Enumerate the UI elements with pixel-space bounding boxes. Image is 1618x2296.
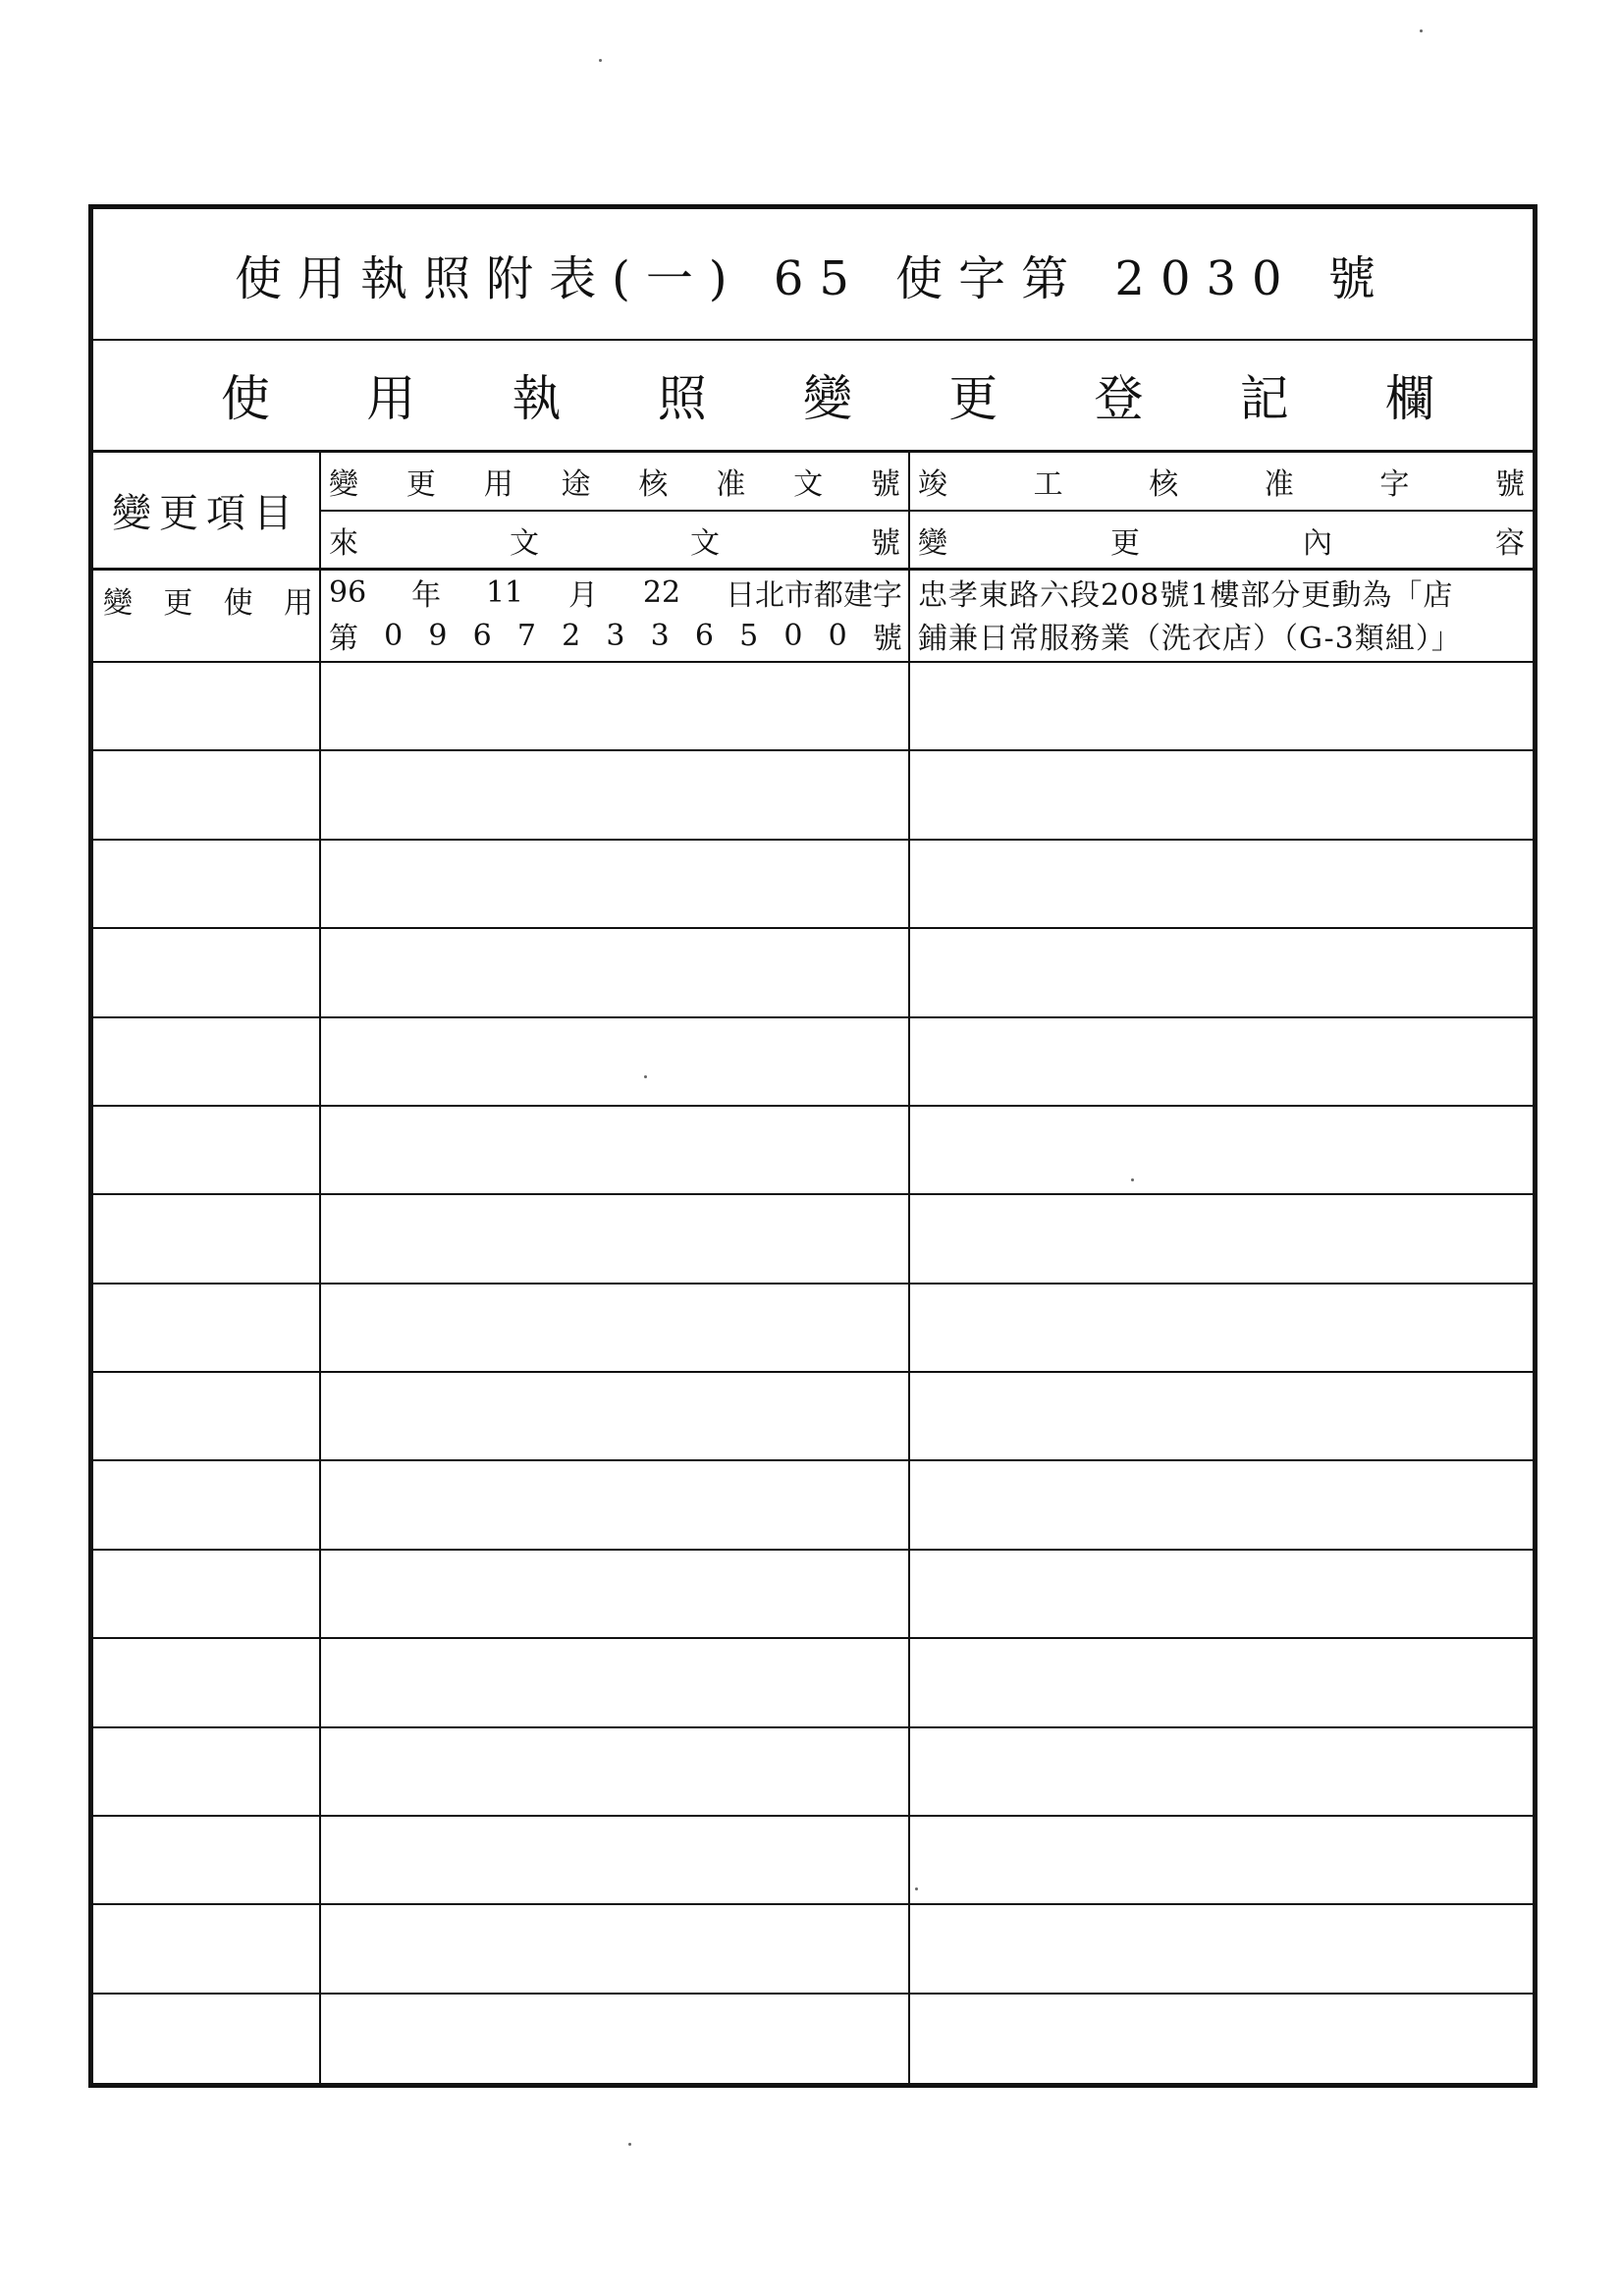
table-row <box>93 663 1533 751</box>
header-char: 工 <box>1033 467 1063 502</box>
empty-cell <box>321 1639 910 1725</box>
cell-text: 0 <box>828 618 847 653</box>
empty-cell <box>910 663 1533 749</box>
empty-cell <box>910 841 1533 927</box>
empty-cell <box>321 1995 910 2083</box>
empty-cell <box>321 751 910 838</box>
empty-cell <box>321 1905 910 1992</box>
table-row <box>93 1728 1533 1817</box>
cell-text: 11 <box>485 574 524 610</box>
cell-text: 22 <box>642 574 681 610</box>
empty-cell <box>910 1461 1533 1548</box>
empty-cell <box>93 751 321 838</box>
table-row <box>93 1285 1533 1373</box>
empty-cell <box>910 1018 1533 1105</box>
empty-cell <box>910 1107 1533 1193</box>
empty-cell <box>321 929 910 1015</box>
empty-cell <box>93 1195 321 1282</box>
cell-text: 0 <box>384 618 404 653</box>
empty-cell <box>93 841 321 927</box>
table-row <box>93 1995 1533 2083</box>
empty-cell <box>321 1285 910 1371</box>
header-char: 竣 <box>918 467 947 502</box>
cell-char: 變 <box>103 586 133 621</box>
empty-cell <box>321 1018 910 1105</box>
empty-cell <box>910 1905 1533 1992</box>
doc-number-cell <box>321 571 910 661</box>
empty-cell <box>321 663 910 749</box>
doc-number-line-2 <box>321 614 908 657</box>
cell-char: 更 <box>163 586 193 621</box>
header-char: 變 <box>918 525 947 561</box>
doc-number-line-1 <box>321 571 908 614</box>
table-row <box>93 1817 1533 1905</box>
header-char: 用 <box>483 467 513 502</box>
scan-speck <box>628 2143 631 2146</box>
empty-cell <box>93 1373 321 1459</box>
empty-cell <box>910 1995 1533 2083</box>
subtitle-char: 欄 <box>1385 369 1434 427</box>
table-row <box>93 571 1533 663</box>
header-char: 來 <box>329 525 358 561</box>
section-title <box>93 339 1533 453</box>
empty-cell <box>93 1285 321 1371</box>
table-row <box>93 1551 1533 1639</box>
table-row <box>93 841 1533 929</box>
cell-text: 3 <box>650 618 670 653</box>
scan-speck <box>599 59 602 62</box>
empty-cell <box>93 1551 321 1637</box>
cell-char: 使 <box>223 586 253 621</box>
cell-text: 7 <box>516 618 536 653</box>
empty-cell <box>910 929 1533 1015</box>
table-row <box>93 1639 1533 1727</box>
header-char: 容 <box>1495 525 1525 561</box>
header-char: 號 <box>870 467 900 502</box>
change-content-line-2: 鋪兼日常服務業（洗衣店）（G-3類組）」 <box>918 622 1462 656</box>
empty-cell <box>321 1461 910 1548</box>
cell-text: 6 <box>472 618 492 653</box>
scan-speck <box>915 1887 918 1890</box>
cell-text: 月 <box>568 578 598 613</box>
header-completion-approval <box>910 453 1533 512</box>
empty-cell <box>910 1817 1533 1903</box>
header-change-content <box>910 512 1533 571</box>
header-char: 號 <box>871 525 900 561</box>
cell-char: 用 <box>283 586 313 621</box>
subtitle-char: 執 <box>512 369 562 427</box>
document-title <box>93 209 1533 341</box>
scan-speck <box>1420 29 1423 32</box>
cell-text: 9 <box>428 618 448 653</box>
scan-speck <box>644 1075 647 1078</box>
subtitle-char: 更 <box>948 369 998 427</box>
empty-cell <box>93 929 321 1015</box>
header-char: 文 <box>510 525 539 561</box>
cell-text: 96 <box>329 574 367 610</box>
empty-cell <box>910 1195 1533 1282</box>
empty-cell <box>910 1728 1533 1815</box>
header-char: 更 <box>1110 525 1140 561</box>
cell-text: 3 <box>606 618 625 653</box>
table-row <box>93 1195 1533 1284</box>
empty-cell <box>321 1107 910 1193</box>
table-row <box>93 1461 1533 1550</box>
empty-cell <box>93 1728 321 1815</box>
cell-text: 2 <box>562 618 581 653</box>
header-char: 變 <box>329 467 358 502</box>
change-content-line-1: 忠孝東路六段208號1樓部分更動為「店 <box>918 578 1454 613</box>
empty-cell <box>321 1195 910 1282</box>
subtitle-char: 使 <box>221 369 270 427</box>
header-char: 更 <box>405 467 436 502</box>
table-row <box>93 1905 1533 1994</box>
empty-cell <box>910 1373 1533 1459</box>
cell-text: 0 <box>783 618 803 653</box>
empty-cell <box>910 751 1533 838</box>
header-char: 文 <box>690 525 720 561</box>
subtitle-char: 照 <box>657 369 707 427</box>
table-row <box>93 751 1533 840</box>
empty-cell <box>321 841 910 927</box>
change-item-cell <box>93 571 321 661</box>
header-char: 內 <box>1303 525 1332 561</box>
header-use-approval-number <box>321 453 910 512</box>
permit-form-table <box>88 204 1537 2088</box>
cell-text: 5 <box>739 618 759 653</box>
cell-text: 第 <box>329 622 358 656</box>
table-row <box>93 1107 1533 1195</box>
empty-cell <box>93 1461 321 1548</box>
empty-cell <box>321 1551 910 1637</box>
cell-text: 6 <box>694 618 714 653</box>
header-char: 准 <box>716 467 746 502</box>
empty-cell <box>321 1373 910 1459</box>
empty-cell <box>93 1817 321 1903</box>
empty-cell <box>910 1639 1533 1725</box>
header-char: 號 <box>1494 467 1525 502</box>
scan-speck <box>1131 1178 1134 1181</box>
subtitle-char: 用 <box>366 369 416 427</box>
header-char: 核 <box>1149 467 1179 502</box>
empty-cell <box>93 1639 321 1725</box>
empty-cell <box>910 1285 1533 1371</box>
empty-cell <box>910 1551 1533 1637</box>
empty-cell <box>321 1728 910 1815</box>
change-content-cell <box>910 571 1533 661</box>
empty-cell <box>93 1107 321 1193</box>
header-char: 核 <box>638 467 669 502</box>
subtitle-char: 變 <box>803 369 852 427</box>
header-char: 文 <box>793 467 824 502</box>
empty-cell <box>93 663 321 749</box>
cell-text: 日北市都建字 <box>725 578 902 613</box>
cell-text: 號 <box>872 622 902 656</box>
header-change-item <box>93 453 321 571</box>
subtitle-char: 記 <box>1239 369 1289 427</box>
empty-cell <box>93 1905 321 1992</box>
header-incoming-doc-number <box>321 512 910 571</box>
cell-text: 年 <box>411 578 442 613</box>
header-char: 途 <box>561 467 591 502</box>
table-row <box>93 1018 1533 1107</box>
header-char: 准 <box>1264 467 1294 502</box>
empty-cell <box>93 1995 321 2083</box>
table-row <box>93 1373 1533 1461</box>
empty-cell <box>321 1817 910 1903</box>
header-change-item-label: 變更項目 <box>112 491 300 536</box>
subtitle-char: 登 <box>1094 369 1144 427</box>
header-char: 字 <box>1379 467 1410 502</box>
table-row <box>93 929 1533 1017</box>
empty-cell <box>93 1018 321 1105</box>
title-text: 使用執照附表(一) 65 使字第 2030 號 <box>235 250 1391 306</box>
